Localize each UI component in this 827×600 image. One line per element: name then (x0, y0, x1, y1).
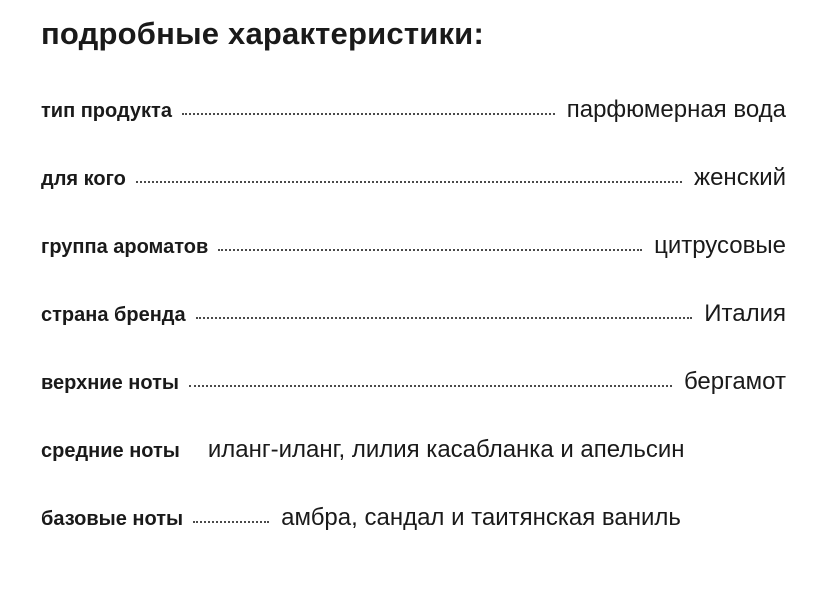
spec-value: амбра, сандал и таитянская ваниль (281, 504, 681, 531)
dotted-leader (136, 181, 682, 183)
spec-row-fragrance-group (41, 232, 786, 300)
spec-value: иланг-иланг, лилия касабланка и апельсин (207, 436, 685, 463)
spec-row-product-type (41, 96, 786, 164)
dotted-leader (196, 317, 693, 319)
spec-row-for-whom (41, 164, 786, 232)
spec-value: парфюмерная вода (566, 96, 786, 123)
spec-row-brand-country (41, 300, 786, 368)
dotted-leader (193, 521, 269, 523)
spec-value: бергамот (683, 368, 786, 395)
spec-label: страна бренда (41, 304, 186, 326)
spec-label: тип продукта (41, 100, 172, 122)
spec-label: средние ноты (41, 440, 180, 462)
spec-label: для кого (41, 168, 126, 190)
dotted-leader (218, 249, 642, 251)
spec-row-middle-notes (41, 436, 786, 504)
spec-value: женский (694, 164, 786, 191)
spec-label: верхние ноты (41, 372, 179, 394)
spec-value: Италия (704, 300, 786, 327)
specs-title: подробные характеристики: (41, 16, 484, 51)
spec-row-top-notes (41, 368, 786, 436)
spec-label: базовые ноты (41, 508, 184, 530)
dotted-leader (182, 113, 555, 115)
spec-label: группа ароматов (41, 236, 209, 258)
dotted-leader (189, 385, 672, 387)
spec-row-base-notes (41, 504, 786, 572)
spec-value: цитрусовые (654, 232, 786, 259)
specs-list (41, 96, 786, 572)
